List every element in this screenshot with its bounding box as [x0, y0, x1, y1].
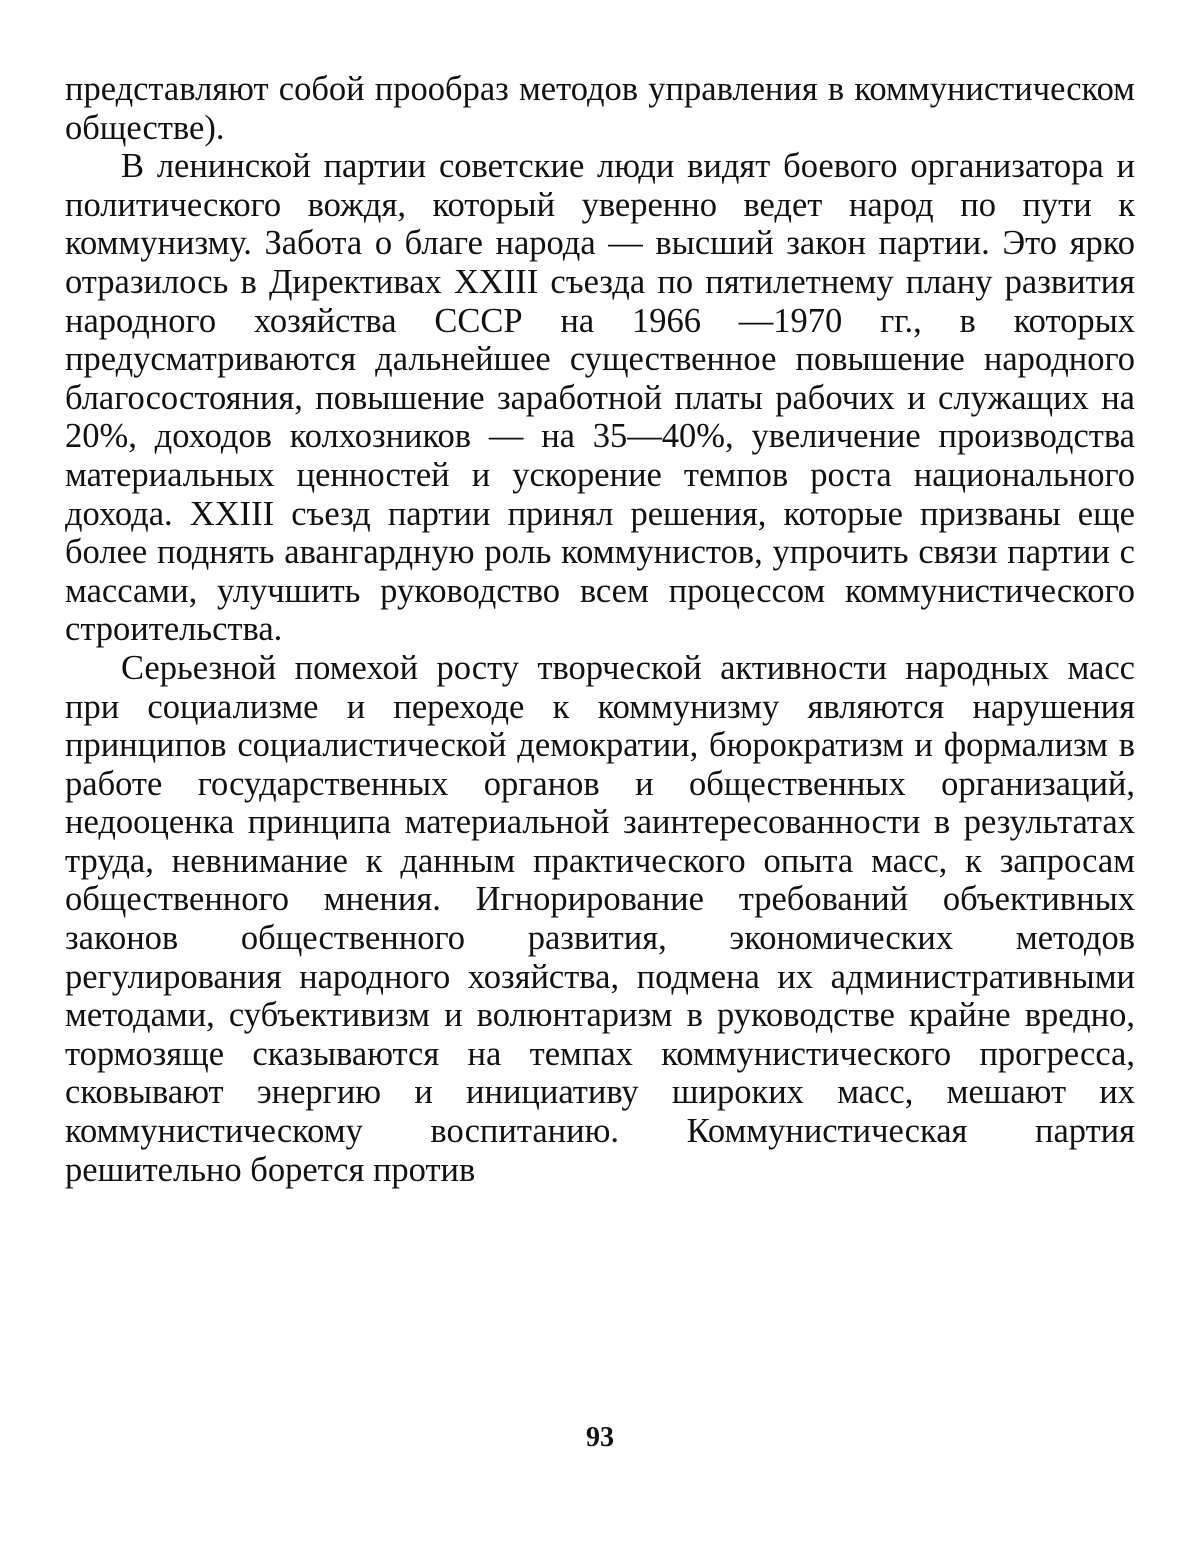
- page-number: 93: [586, 1422, 614, 1453]
- paragraph-continuation: представляют собой прообраз методов управления в коммунистическом обществе).: [65, 70, 1135, 147]
- page-text-block: [65, 70, 1135, 1189]
- paragraph-obstacles: Серьезной помехой росту творческой активности народных масс при социализме и переходе к коммунизму являются нарушения принципов социалистической демократии, бюрократизм и формализм в работе государственных органов и общественных организаций, недооценка принципа материальной заинтересованности в результатах труда, невнимание к данным практического опыта масс, к запросам общественного мнения. Игнорирование требований объективных законов общественного развития, экономических методов регулирования народного хозяйства, подмена их административными методами, субъективизм и волюнтаризм в руководстве крайне вредно, тормозяще сказываются на темпах коммунистического прогресса, сковывают энергию и инициативу широких масс, мешают их коммунистическому воспитанию. Коммунистическая партия решительно борется против: [65, 648, 1135, 1189]
- paragraph-leninist-party: В ленинской партии советские люди видят боевого организатора и политического вождя, который уверенно ведет народ по пути к коммунизму. Забота о благе народа — высший закон партии. Это ярко отразилось в Директивах XXIII съезда по пятилетнему плану развития народного хозяйства СССР на 1966 —1970 гг., в которых предусматриваются дальнейшее существенное повышение народного благосостояния, повышение заработной платы рабочих и служащих на 20%, доходов колхозников — на 35—40%, увеличение производства материальных ценностей и ускорение темпов роста национального дохода. XXIII съезд партии принял решения, которые призваны еще более поднять авангардную роль коммунистов, упрочить связи партии с массами, улучшить руководство всем процессом коммунистического строительства.: [65, 147, 1135, 649]
